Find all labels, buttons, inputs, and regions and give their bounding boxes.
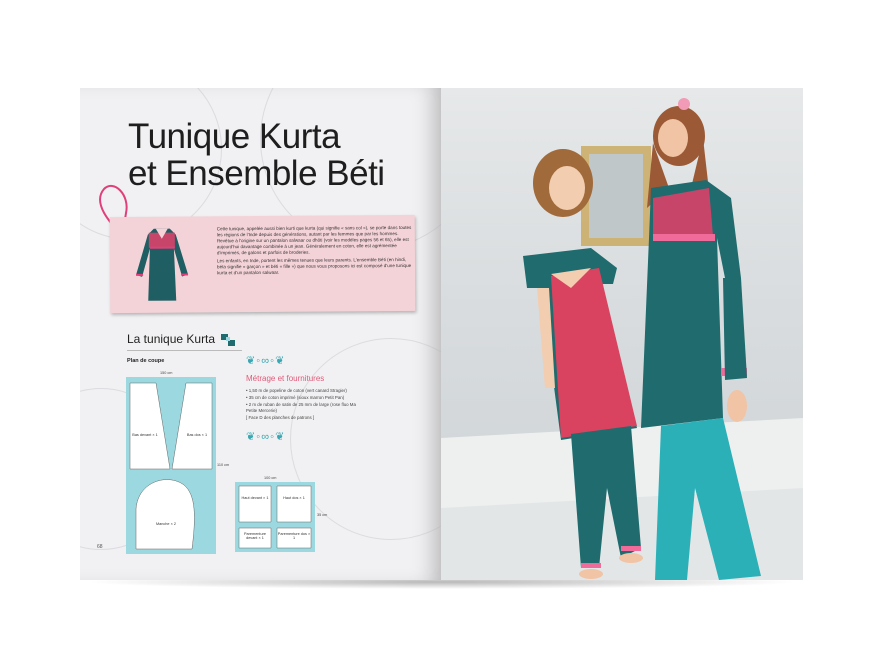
- piece-label: Parementure devant × 1: [244, 532, 266, 540]
- cutting-plan-small: [235, 482, 315, 552]
- metrage-item: • 35 cm de coton imprimé (sioux marron Petit Pan): [246, 395, 345, 400]
- title-line-2: et Ensemble Béti: [128, 154, 385, 193]
- tunic-illustration-icon: [132, 224, 193, 304]
- ornament-top: ❦ ◦ ∞ ◦ ❦: [246, 355, 284, 367]
- piece-label: Bas devant × 1: [132, 433, 158, 437]
- page-title: [128, 118, 385, 192]
- magazine-spread: [80, 88, 803, 580]
- metrage-item: • 1,50 m de popeline de coton (vert canard Stragier): [246, 388, 347, 393]
- piece-label: Bas dos × 1: [186, 433, 208, 437]
- section-divider: [127, 350, 242, 351]
- right-page-photo: [441, 88, 803, 580]
- dimension-height: 35 cm: [317, 513, 328, 517]
- intro-box: [110, 215, 416, 313]
- piece-label: Manche × 2: [156, 522, 176, 526]
- metrage-item: [ Face D des planches de patrons ]: [246, 415, 315, 420]
- plan-label: Plan de coupe: [127, 358, 165, 364]
- left-page: [80, 88, 441, 580]
- intro-paragraph-2: Les enfants, en Inde, portent les mêmes tenues que leurs parents. L'ensemble Béti (en hindi, béta signifie « garçon » et béti « fille ») que nous vous proposons ici est composé d'une tunique kurta et d'un pantalon salwaar.: [216, 256, 412, 276]
- dimension-width: 100 cm: [264, 476, 277, 480]
- metrage-title: Métrage et fournitures: [246, 374, 325, 383]
- ornament-bottom: ❦ ◦ ∞ ◦ ❦: [246, 431, 284, 443]
- pattern-pieces-icon: [235, 482, 315, 552]
- piece-label: Haut devant × 1: [241, 496, 269, 500]
- intro-text: [217, 225, 412, 278]
- squares-icon: [221, 334, 235, 346]
- piece-label: Parementure dos × 1: [277, 532, 311, 540]
- metrage-list: [246, 388, 366, 422]
- girls-in-tunics-photo: [441, 88, 803, 580]
- dimension-width: 150 cm: [160, 371, 173, 375]
- title-line-1: Tunique Kurta: [128, 117, 341, 156]
- section-title: [127, 332, 235, 346]
- section-title-text: La tunique Kurta: [127, 332, 216, 346]
- intro-paragraph-1: Cette tunique, appelée aussi bien kurti que kurta (qui signifie « sans col »), se porte dans toutes les régions de l'Inde depuis des générations, autant par les femmes que par les hommes. Revêtue à l'origine sur un pantalon salwaar ou dhôti (voir les modèles pages 56 et 65), elle est aujourd'hui davantage combinée à un jean. Généralement en coton, elle est agrémentée d'imprimés, de galons et parfois de broderies.: [216, 224, 412, 256]
- dimension-height: 110 cm: [217, 463, 230, 467]
- piece-label: Haut dos × 1: [283, 496, 305, 500]
- page-number: 68: [97, 544, 103, 550]
- metrage-item: • 2 m de ruban de satin de 25 mm de large (rose fluo Ma Petite Mercerie): [246, 402, 356, 413]
- cutting-plan-large: [126, 377, 216, 554]
- pattern-pieces-icon: [126, 377, 216, 554]
